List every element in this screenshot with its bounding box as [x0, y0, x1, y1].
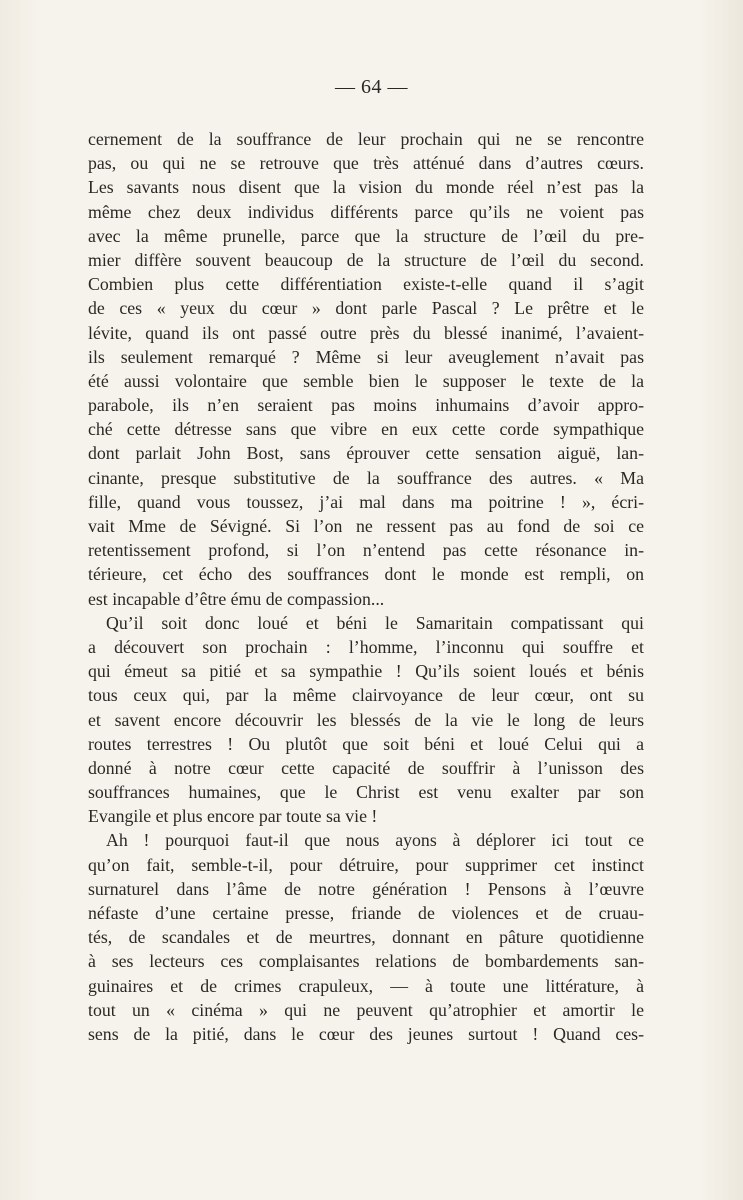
text-line: avec la même prunelle, parce que la structure de l’œil du pre- [88, 225, 644, 246]
text-line: cinante, presque substitutive de la souffrance des autres. « Ma [88, 467, 644, 488]
text-line: qu’on fait, semble-t-il, pour détruire, pour supprimer cet instinct [88, 854, 644, 875]
text-line: tous ceux qui, par la même clairvoyance de leur cœur, ont su [88, 685, 644, 706]
text-line: lévite, quand ils ont passé outre près du blessé inanimé, l’avaient- [88, 322, 644, 343]
text-line: mier diffère souvent beaucoup de la structure de l’œil du second. [88, 249, 644, 270]
text-line: vait Mme de Sévigné. Si l’on ne ressent pas au fond de soi ce [88, 516, 644, 536]
text-line: retentissement profond, si l’on n’entend pas cette résonance in- [88, 540, 644, 561]
text-line: été aussi volontaire que semble bien le supposer le texte de la [88, 370, 644, 391]
text-line: de ces « yeux du cœur » dont parle Pascal ? Le prêtre et le [88, 298, 644, 319]
text-line: guinaires et de crimes crapuleux, — à toute une littérature, à [88, 975, 644, 996]
text-line: qui émeut sa pitié et sa sympathie ! Qu’ils soient loués et bénis [88, 661, 644, 682]
text-line: pas, ou qui ne se retrouve que très atténué dans d’autres cœurs. [88, 153, 644, 174]
text-line: tout un « cinéma » qui ne peuvent qu’atrophier et amortir le [88, 999, 644, 1020]
text-line: routes terrestres ! Ou plutôt que soit béni et loué Celui qui a [88, 733, 644, 754]
text-line: Combien plus cette différentiation existe-t-elle quand il s’agit [88, 274, 644, 295]
text-line: parabole, ils n’en seraient pas moins inhumains d’avoir appro- [88, 395, 644, 416]
text-line: surnaturel dans l’âme de notre génération ! Pensons à l’œuvre [88, 878, 644, 899]
text-line: Evangile et plus encore par toute sa vie ! [88, 806, 378, 827]
text-line: cernement de la souffrance de leur prochain qui ne se rencontre [88, 129, 644, 149]
text-line: donné à notre cœur cette capacité de souffrir à l’unisson des [88, 757, 644, 778]
text-line: Qu’il soit donc loué et béni le Samaritain compatissant qui [106, 612, 644, 633]
text-line: à ses lecteurs ces complaisantes relations de bombardements san- [88, 951, 644, 972]
text-line: dont parlait John Bost, sans éprouver cette sensation aiguë, lan- [88, 443, 644, 464]
text-line: est incapable d’être ému de compassion... [88, 588, 385, 609]
text-line: fille, quand vous toussez, j’ai mal dans ma poitrine ! », écri- [88, 491, 644, 512]
text-line: même chez deux individus différents parce qu’ils ne voient pas [88, 201, 644, 222]
text-line: térieure, cet écho des souffrances dont le monde est rempli, on [88, 564, 644, 585]
text-line: ils seulement remarqué ? Même si leur aveuglement n’avait pas [88, 346, 644, 367]
text-line: néfaste d’une certaine presse, friande de violences et de cruau- [88, 903, 644, 923]
text-line: souffrances humaines, que le Christ est venu exalter par son [88, 782, 644, 803]
body-text [88, 127, 644, 1046]
text-line: Ah ! pourquoi faut-il que nous ayons à déplorer ici tout ce [106, 830, 644, 851]
text-line: sens de la pitié, dans le cœur des jeunes surtout ! Quand ces- [88, 1023, 644, 1044]
text-line: Les savants nous disent que la vision du monde réel n’est pas la [88, 177, 644, 198]
text-line: ché cette détresse sans que vibre en eux cette corde sympathique [88, 419, 644, 440]
text-line: a découvert son prochain : l’homme, l’inconnu qui souffre et [88, 636, 644, 657]
text-line: et savent encore découvrir les blessés de la vie le long de leurs [88, 709, 644, 730]
page-number: — 64 — [335, 76, 408, 98]
text-line: tés, de scandales et de meurtres, donnant en pâture quotidienne [88, 927, 644, 948]
